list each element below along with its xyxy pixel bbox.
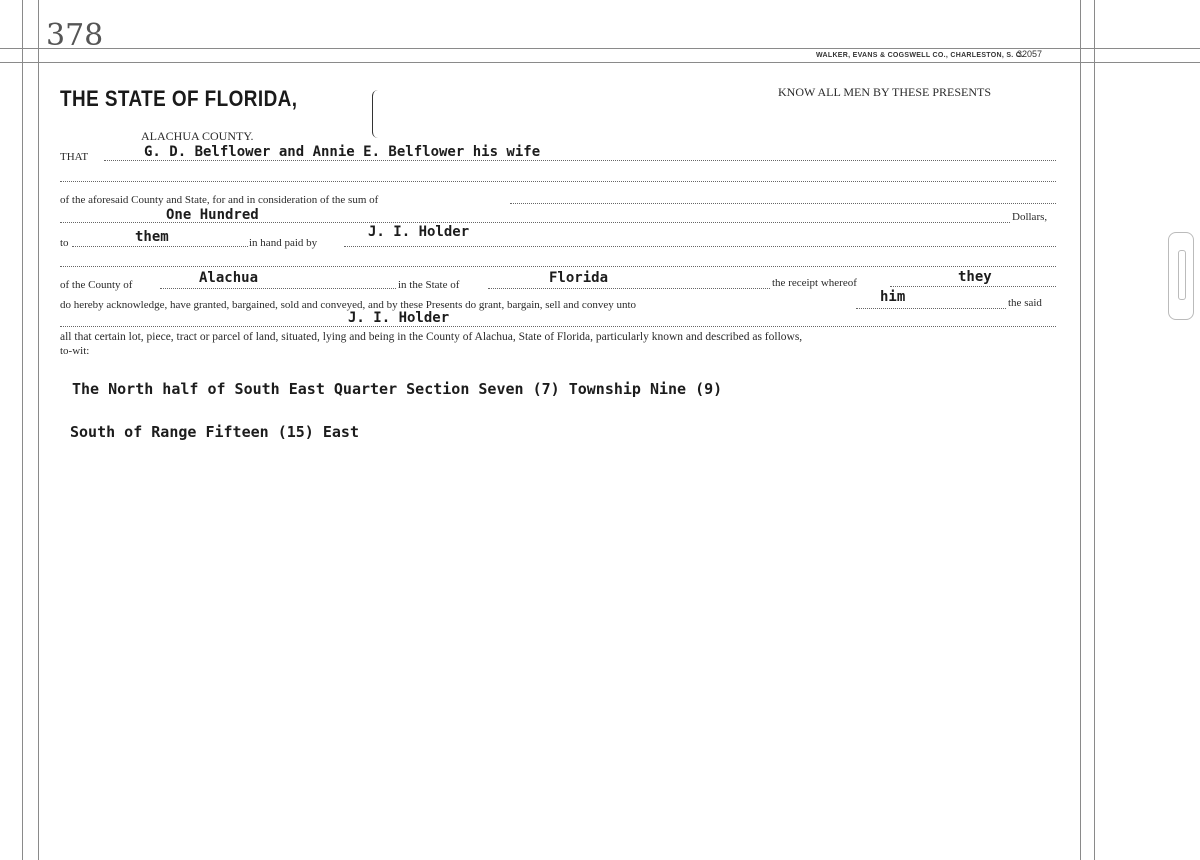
receipt-value: they [958,269,992,285]
title-brace [372,90,381,138]
form-number: 32057 [1017,49,1043,59]
unto-line [856,308,1006,309]
to-label: to [60,237,69,249]
grantor-line [104,160,1056,161]
receipt-line [890,286,1056,287]
description-line-2: South of Range Fifteen (15) East [70,423,359,441]
left-margin-line [22,0,23,860]
state-of-value: Florida [549,270,609,286]
county-of-line [160,288,396,289]
binder-clip-inner [1178,250,1186,300]
county-of-value: Alachua [199,270,259,286]
description-line-1: The North half of South East Quarter Section Seven (7) Township Nine (9) [72,380,723,398]
grantee-line [60,326,1056,327]
that-label: THAT [60,151,89,163]
printer-imprint: WALKER, EVANS & COGSWELL CO., CHARLESTON, S. C. [816,52,1024,59]
unto-value: him [880,289,906,305]
to-wit-label: to-wit: [60,345,90,357]
amount-value: One Hundred [166,207,259,223]
left-margin-line-inner [38,0,39,860]
grantee-value: J. I. Holder [348,310,450,326]
to-line [72,246,248,247]
grantors-value: G. D. Belflower and Annie E. Belflower his wife [144,144,541,160]
paid-by-value: J. I. Holder [368,224,470,240]
county-of-label: of the County of [60,279,133,291]
the-said-label: the said [1008,297,1042,309]
top-rule-second [0,62,1200,63]
right-margin-line [1080,0,1081,860]
receipt-label: the receipt whereof [772,277,857,289]
consideration-line [510,203,1056,204]
acknowledge-label: do hereby acknowledge, have granted, bargained, sold and conveyed, and by these Presents do grant, bargain, sell and convey unto [60,299,637,311]
to-value: them [135,229,169,245]
blank-line-2 [60,266,1056,267]
know-all-men: KNOW ALL MEN BY THESE PRESENTS [778,85,992,99]
consideration-label: of the aforesaid County and State, for and in consideration of the sum of [60,194,379,206]
deed-title: THE STATE OF FLORIDA, [60,86,298,111]
paid-by-line [344,246,1056,247]
paid-by-label: in hand paid by [249,237,318,249]
blank-line-1 [60,181,1056,182]
state-of-label: in the State of [398,279,460,291]
dollars-label: Dollars, [1012,211,1048,223]
county-label: ALACHUA COUNTY. [141,129,254,143]
state-of-line [488,288,770,289]
page-number: 378 [46,18,104,53]
right-margin-line-inner [1094,0,1095,860]
amount-line [60,222,1010,223]
land-label: all that certain lot, piece, tract or parcel of land, situated, lying and being in the County of Alachua, State of Florida, particularly known and described as follows, [60,331,803,343]
